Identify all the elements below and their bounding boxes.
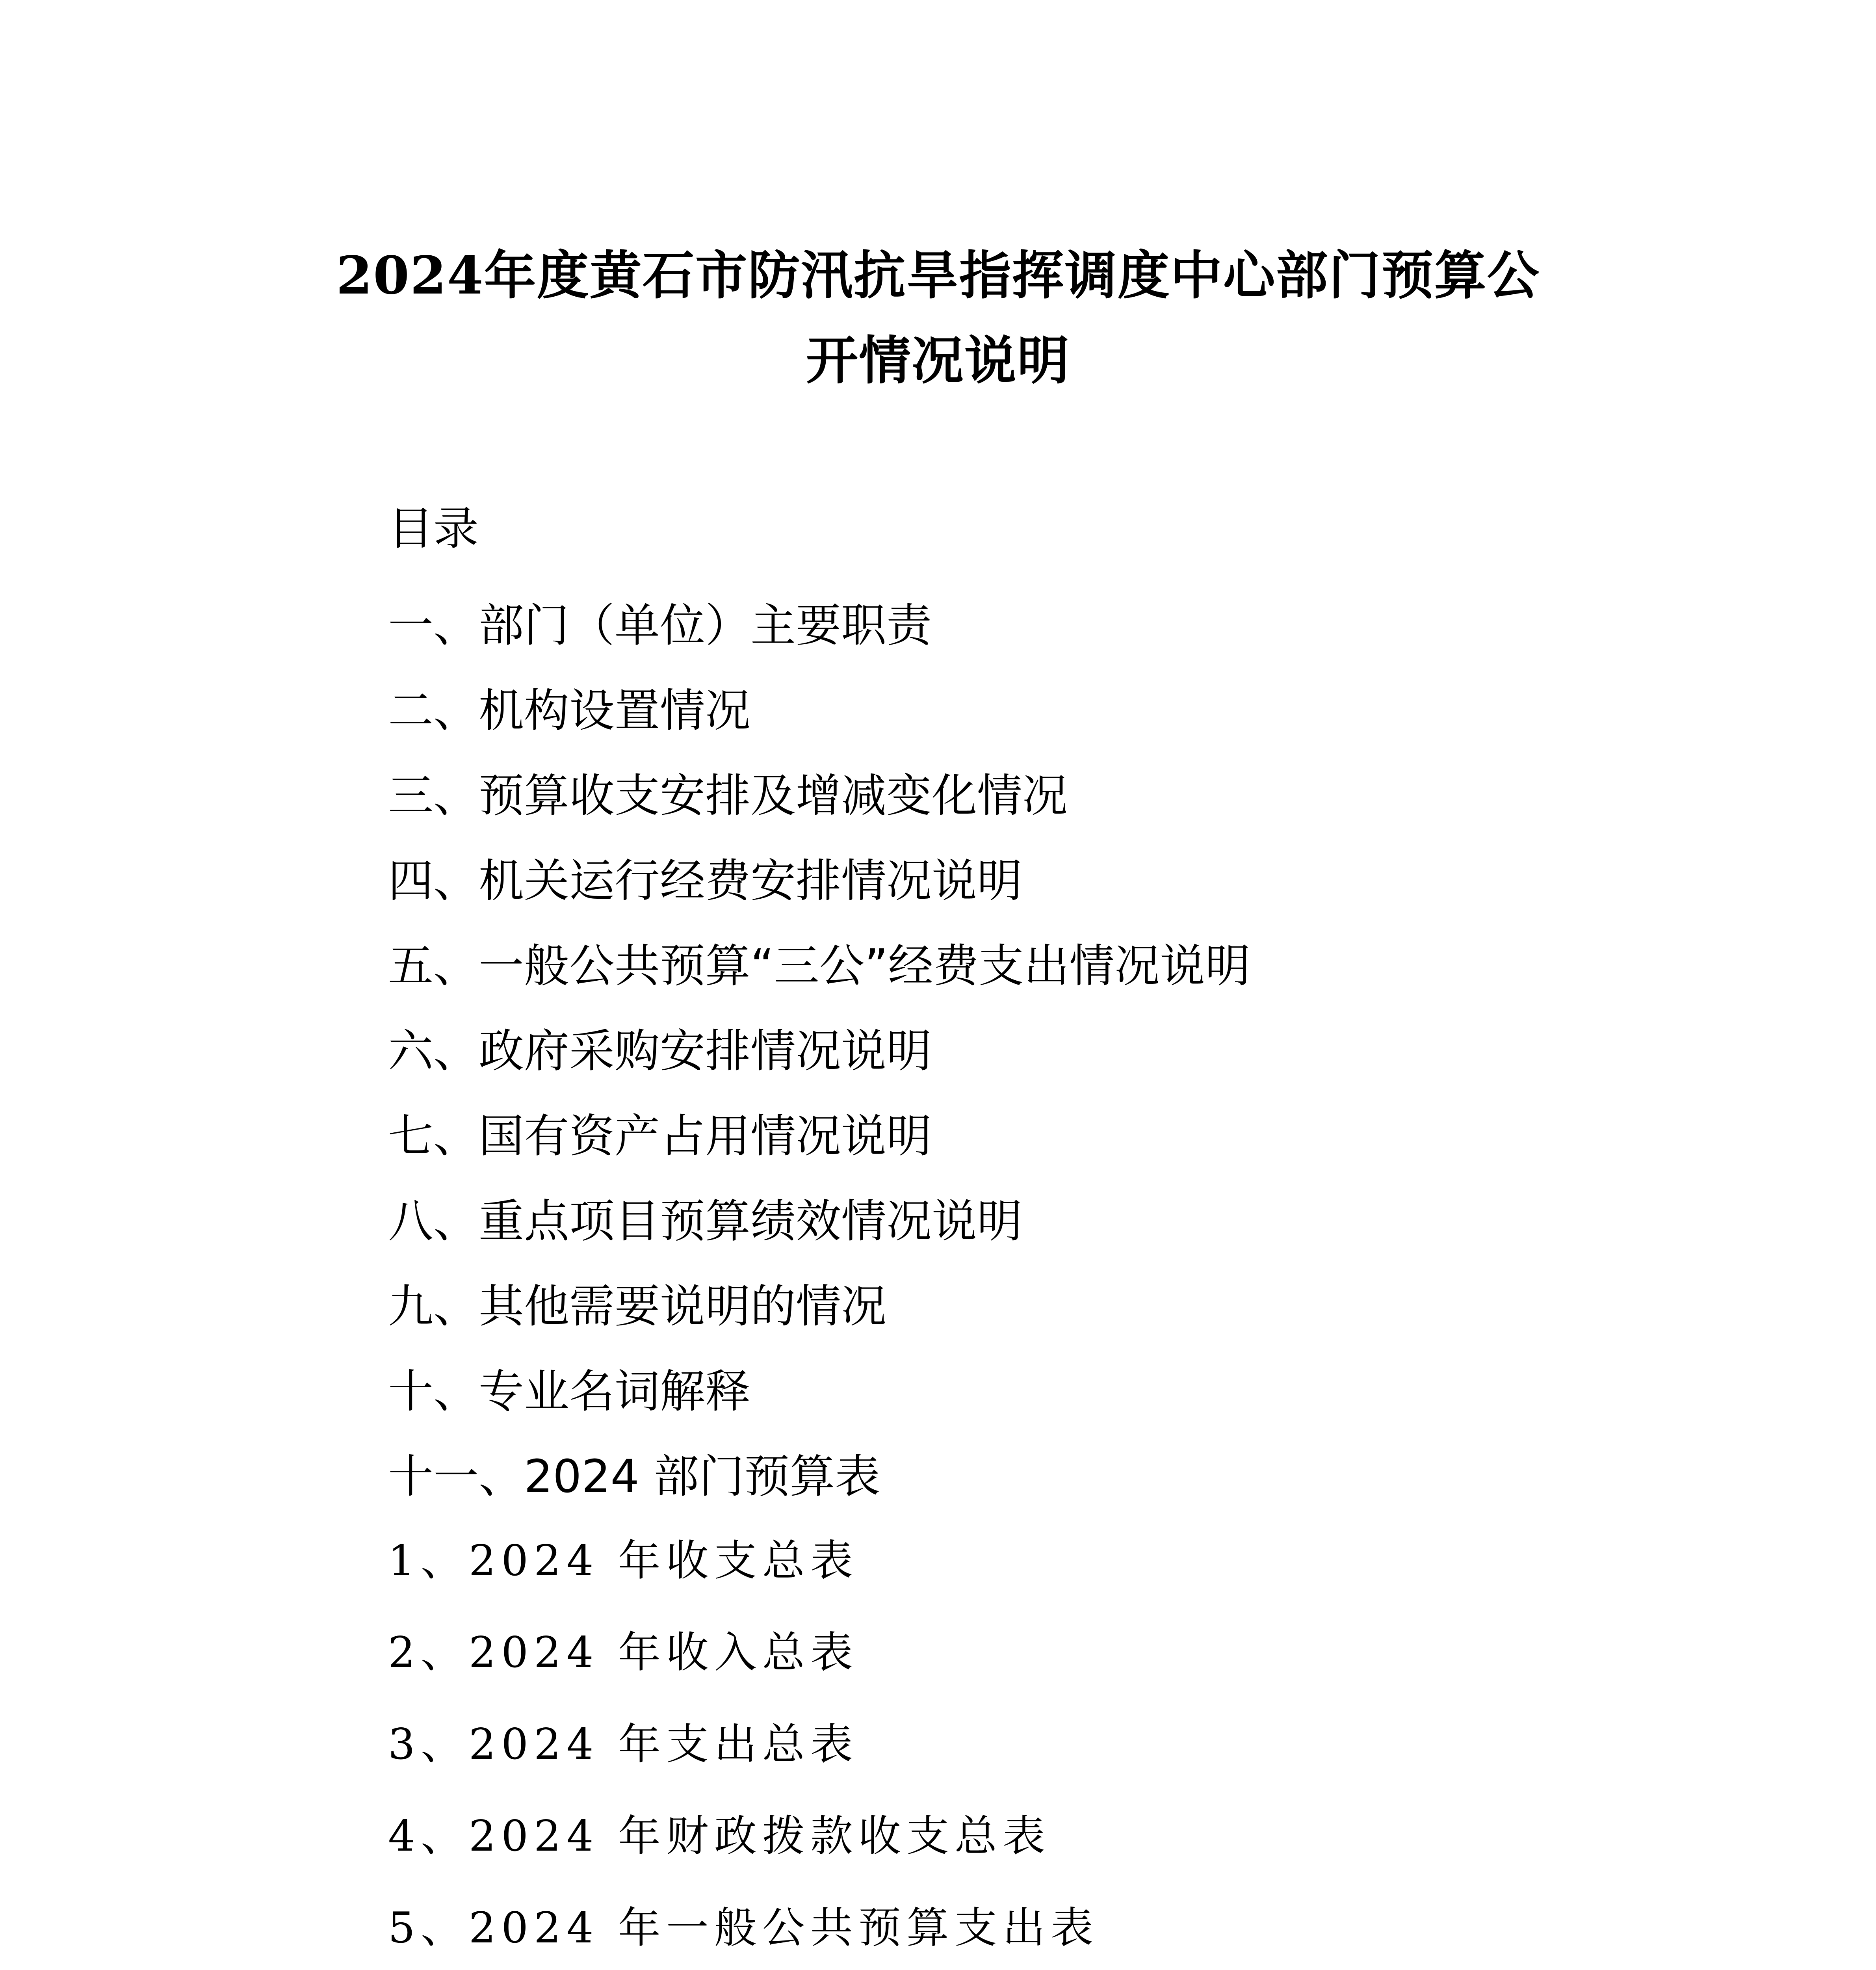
toc-section-item: 八、重点项目预算绩效情况说明 xyxy=(388,1195,1023,1248)
toc-section-item: 四、机关运行经费安排情况说明 xyxy=(388,855,1023,907)
toc-section-item: 五、一般公共预算“三公”经费支出情况说明 xyxy=(388,940,1251,992)
toc-section-list xyxy=(388,583,1250,1519)
toc-table-item: 4、2024 年财政拨款收支总表 xyxy=(388,1812,1051,1861)
toc-section-item: 三、预算收支安排及增减变化情况 xyxy=(388,769,1068,822)
toc-section-item: 十一、2024 部门预算表 xyxy=(388,1450,880,1503)
document-title-line-2: 开情况说明 xyxy=(806,330,1070,391)
toc-heading: 目录 xyxy=(388,502,479,555)
toc-table-item: 3、2024 年支出总表 xyxy=(388,1720,858,1769)
toc-section-item: 七、国有资产占用情况说明 xyxy=(388,1110,932,1163)
toc-table-item: 2、2024 年收入总表 xyxy=(388,1628,858,1677)
toc-table-item: 1、2024 年收支总表 xyxy=(388,1536,858,1585)
toc-section-item: 一、部门（单位）主要职责 xyxy=(388,599,932,652)
document-title-line-1: 2024年度黄石市防汛抗旱指挥调度中心部门预算公 xyxy=(336,245,1540,306)
toc-section-item: 二、机构设置情况 xyxy=(388,684,751,737)
toc-table-item: 5、2024 年一般公共预算支出表 xyxy=(388,1903,1099,1953)
toc-table-list xyxy=(388,1515,1345,1970)
toc-section-item: 六、政府采购安排情况说明 xyxy=(388,1025,932,1078)
toc-section-item: 九、其他需要说明的情况 xyxy=(388,1280,887,1333)
toc-section-item: 十、专业名词解释 xyxy=(388,1365,751,1418)
